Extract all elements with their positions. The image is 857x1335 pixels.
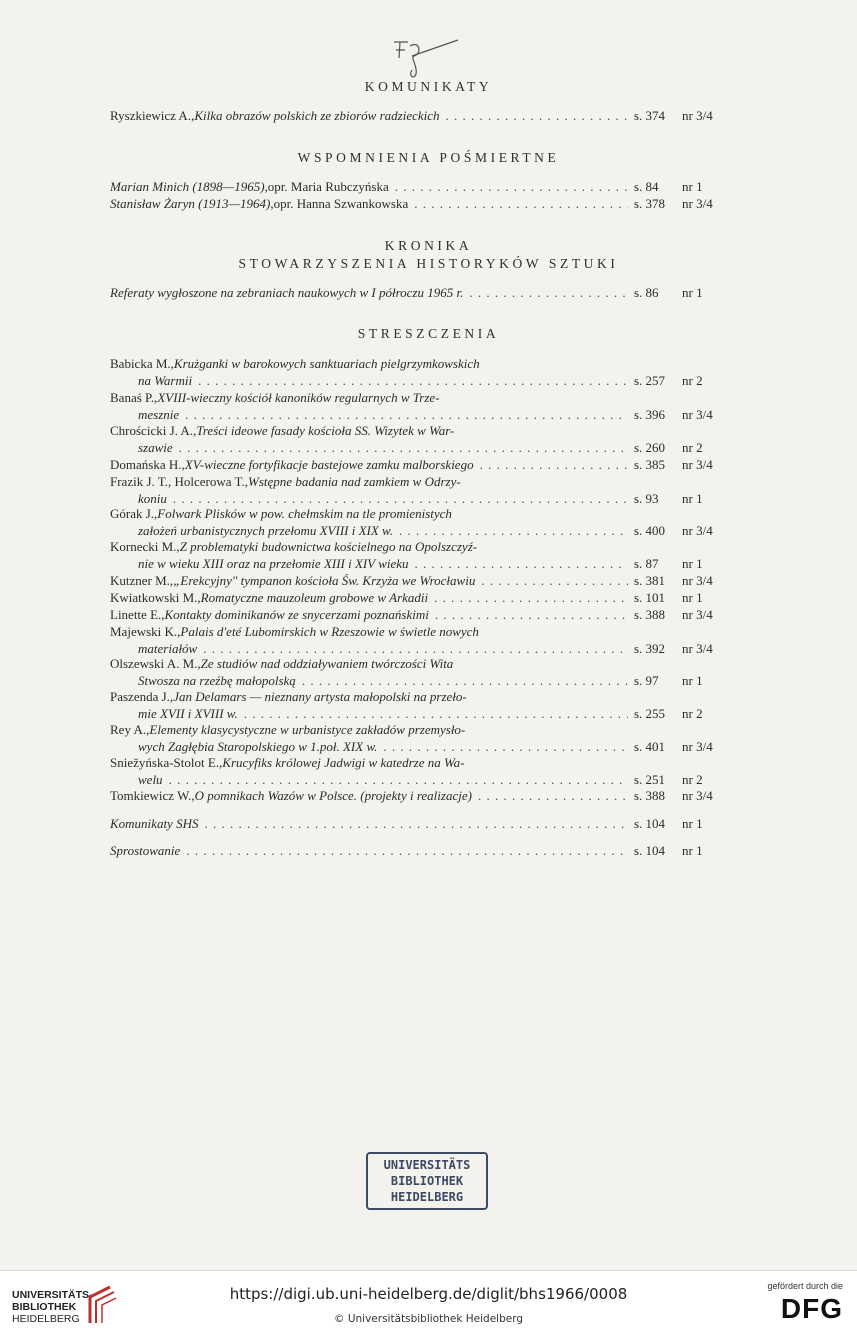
entry-author: Babicka M.,: [110, 356, 174, 371]
leader-dots: [481, 572, 628, 589]
entry-title: Jan Delamars — nieznany artysta małopolski na przeło-: [173, 689, 467, 704]
issue-number: nr 2: [682, 440, 703, 455]
page-number: s. 87: [634, 556, 659, 571]
entry-title: Z problematyki budownictwa kościelnego na Opolszczyź-: [179, 539, 478, 554]
issue-number: nr 1: [682, 590, 703, 605]
entry-title: szawie: [138, 440, 173, 455]
entry-row: [110, 606, 722, 623]
entry-row: [110, 815, 722, 832]
entry-row: [110, 572, 722, 589]
issue-number: nr 3/4: [682, 407, 713, 422]
page-number: s. 401: [634, 739, 666, 754]
entry-row: [110, 473, 722, 507]
entry-row: [110, 623, 722, 657]
page-number: s. 378: [634, 196, 666, 211]
entry-title: Marian Minich (1898—1965),: [110, 179, 268, 194]
page-number: s. 97: [634, 673, 659, 688]
page-number: s. 257: [634, 373, 666, 388]
entry-author: opr. Hanna Szwankowska: [273, 196, 409, 211]
page-number: s. 255: [634, 706, 666, 721]
entry-row: [110, 195, 722, 212]
issue-number: nr 3/4: [682, 607, 713, 622]
issue-number: nr 1: [682, 816, 703, 831]
leader-dots: [383, 738, 628, 755]
entry-author: Linette E.,: [110, 607, 165, 622]
issue-number: nr 3/4: [682, 788, 713, 803]
leader-dots: [480, 456, 628, 473]
entry-author: Górak J.,: [110, 506, 158, 521]
leader-dots: [169, 771, 628, 788]
entry-title: Ze studiów nad oddziaływaniem twórczości Wita: [200, 656, 454, 671]
leader-dots: [204, 815, 628, 832]
page-number: s. 104: [634, 816, 666, 831]
leader-dots: [198, 372, 628, 389]
issue-number: nr 2: [682, 772, 703, 787]
page-number: s. 84: [634, 179, 659, 194]
permalink-url[interactable]: https://digi.ub.uni-heidelberg.de/diglit/bhs1966/0008: [229, 1285, 628, 1303]
section-heading-streszczenia: STRESZCZENIA: [357, 326, 500, 341]
leader-dots: [469, 284, 628, 301]
page-number: s. 104: [634, 843, 666, 858]
entry-row: [110, 754, 722, 788]
page-number: s. 101: [634, 590, 666, 605]
entry-row: [110, 389, 722, 423]
entry-title: mie XVII i XVIII w.: [138, 706, 238, 721]
entry-row: [110, 538, 722, 572]
entry-title: Kilka obrazów polskich ze zbiorów radzieckich: [194, 108, 440, 123]
dfg-logo[interactable]: DFG: [780, 1293, 843, 1324]
section-heading-wspomnienia: WSPOMNIENIA POŚMIERTNE: [297, 150, 560, 165]
leader-dots: [179, 439, 628, 456]
entry-author: Tomkiewicz W.,: [110, 788, 195, 803]
issue-number: nr 1: [682, 843, 703, 858]
entry-title: założeń urbanistycznych przełomu XVIII i XIX w.: [138, 523, 394, 538]
issue-number: nr 3/4: [682, 108, 713, 123]
stamp-line: BIBLIOTHEK: [390, 1174, 464, 1188]
leader-dots: [446, 107, 628, 124]
section-heading-stowarzyszenia: STOWARZYSZENIA HISTORYKÓW SZTUKI: [238, 256, 619, 271]
entry-author: Kutzner M.,: [110, 573, 174, 588]
entry-row: [110, 842, 722, 859]
page-number: s. 260: [634, 440, 666, 455]
page-number: s. 93: [634, 491, 659, 506]
issue-number: nr 1: [682, 491, 703, 506]
page-number: s. 251: [634, 772, 666, 787]
leader-dots: [399, 522, 628, 539]
issue-number: nr 1: [682, 673, 703, 688]
leader-dots: [302, 672, 628, 689]
page-number: s. 400: [634, 523, 666, 538]
entry-author: Kwiatkowski M.,: [110, 590, 201, 605]
page-number: s. 388: [634, 788, 666, 803]
entry-row: [110, 284, 722, 301]
issue-number: nr 3/4: [682, 196, 713, 211]
leader-dots: [434, 589, 628, 606]
entry-author: Ryszkiewicz A.,: [110, 108, 195, 123]
entry-title: nie w wieku XIII oraz na przełomie XIII i XIV wieku: [138, 556, 409, 571]
entry-row: [110, 655, 722, 689]
page-number: s. 86: [634, 285, 659, 300]
issue-number: nr 3/4: [682, 457, 713, 472]
entry-title: Kontakty dominikanów ze snycerzami poznańskimi: [164, 607, 429, 622]
page-number: s. 374: [634, 108, 666, 123]
entry-title: XVIII-wieczny kościół kanoników regularnych w Trze-: [157, 390, 440, 405]
entry-title: koniu: [138, 491, 167, 506]
entry-title: Romatyczne mauzoleum grobowe w Arkadii: [200, 590, 429, 605]
stamp-line: UNIVERSITÄTS: [383, 1158, 471, 1172]
entry-row: [110, 721, 722, 755]
entry-row: [110, 456, 722, 473]
page-number: s. 381: [634, 573, 666, 588]
issue-number: nr 2: [682, 706, 703, 721]
issue-number: nr 3/4: [682, 641, 713, 656]
page-number: s. 388: [634, 607, 666, 622]
section-heading-kronika: KRONIKA: [384, 238, 473, 253]
entry-author: Banaś P.,: [110, 390, 158, 405]
issue-number: nr 2: [682, 373, 703, 388]
entry-title: Wstępne badania nad zamkiem w Odrzy-: [248, 474, 461, 489]
leader-dots: [478, 787, 628, 804]
leader-dots: [395, 178, 628, 195]
library-stamp: [366, 1152, 488, 1210]
entry-author: Frazik J. T., Holcerowa T.,: [110, 474, 249, 489]
leader-dots: [244, 705, 628, 722]
issue-number: nr 1: [682, 556, 703, 571]
entry-title: Elementy klasycystyczne w urbanistyce zakładów przemysło-: [149, 722, 466, 737]
leader-dots: [435, 606, 628, 623]
entry-title: Krucyfiks królowej Jadwigi w katedrze na Wa-: [222, 755, 465, 770]
entry-title: wych Zagłębia Staropolskiego w 1.poł. XIX w.: [138, 739, 378, 754]
entry-title: mesznie: [138, 407, 180, 422]
stamp-line: HEIDELBERG: [390, 1190, 464, 1204]
entry-row: [110, 178, 722, 195]
dfg-caption: gefördert durch die: [767, 1281, 843, 1291]
entry-author: opr. Maria Rubczyńska: [267, 179, 389, 194]
entry-title: welu: [138, 772, 163, 787]
entry-author: Majewski K.,: [110, 624, 181, 639]
entry-title: Treści ideowe fasady kościoła SS. Wizytek w War-: [196, 423, 455, 438]
leader-dots: [414, 195, 628, 212]
issue-number: nr 1: [682, 179, 703, 194]
entry-title: Krużganki w barokowych sanktuariach pielgrzymkowskich: [173, 356, 480, 371]
entry-title: Stwosza na rzeźbę małopolską: [138, 673, 296, 688]
page-number: s. 396: [634, 407, 666, 422]
entry-title: materiałów: [138, 641, 198, 656]
entry-author: Sniežyńska-Stolot E.,: [110, 755, 223, 770]
entry-author: Paszenda J.,: [110, 689, 174, 704]
entry-title: Stanisław Żaryn (1913—1964),: [110, 196, 274, 211]
viewer-footer: [0, 1270, 857, 1335]
leader-dots: [186, 842, 628, 859]
page-number: s. 385: [634, 457, 666, 472]
entry-title: na Warmii: [138, 373, 193, 388]
issue-number: nr 3/4: [682, 573, 713, 588]
entry-title: Referaty wygłoszone na zebraniach naukowych w I półroczu 1965 r.: [110, 285, 464, 300]
issue-number: nr 3/4: [682, 523, 713, 538]
entry-row: [110, 355, 722, 389]
issue-number: nr 1: [682, 285, 703, 300]
entry-row: [110, 589, 722, 606]
issue-number: nr 3/4: [682, 739, 713, 754]
entry-author: Chrościcki J. A.,: [110, 423, 197, 438]
section-heading-komunikaty: KOMUNIKATY: [364, 79, 493, 94]
entry-row: [110, 688, 722, 722]
entry-title: „Erekcyjny" tympanon kościoła Św. Krzyża we Wrocławiu: [173, 573, 476, 588]
entry-author: Rey A.,: [110, 722, 150, 737]
entry-title: Komunikaty SHS: [110, 816, 199, 831]
entry-title: Palais d'eté Lubomirskich w Rzeszowie w świetle nowych: [180, 624, 479, 639]
entry-title: Sprostowanie: [110, 843, 181, 858]
entry-author: Domańska H.,: [110, 457, 185, 472]
entry-row: [110, 787, 722, 804]
entry-row: [110, 505, 722, 539]
ub-logo-text[interactable]: UNIVERSITÄTS- BIBLIOTHEK HEIDELBERG: [12, 1289, 93, 1325]
handwritten-annotation: [388, 36, 462, 80]
entry-title: O pomnikach Wazów w Polsce. (projekty i realizacje): [194, 788, 472, 803]
leader-dots: [185, 406, 628, 423]
entry-author: Olszewski A. M.,: [110, 656, 201, 671]
entry-row: [110, 107, 722, 124]
entry-author: Kornecki M.,: [110, 539, 180, 554]
leader-dots: [415, 555, 628, 572]
entry-row: [110, 422, 722, 456]
entry-title: Folwark Plisków w pow. chełmskim na tle promienistych: [157, 506, 452, 521]
page-number: s. 392: [634, 641, 666, 656]
entry-title: XV-wieczne fortyfikacje bastejowe zamku malborskiego: [184, 457, 474, 472]
copyright-notice: © Universitätsbibliothek Heidelberg: [333, 1313, 523, 1325]
